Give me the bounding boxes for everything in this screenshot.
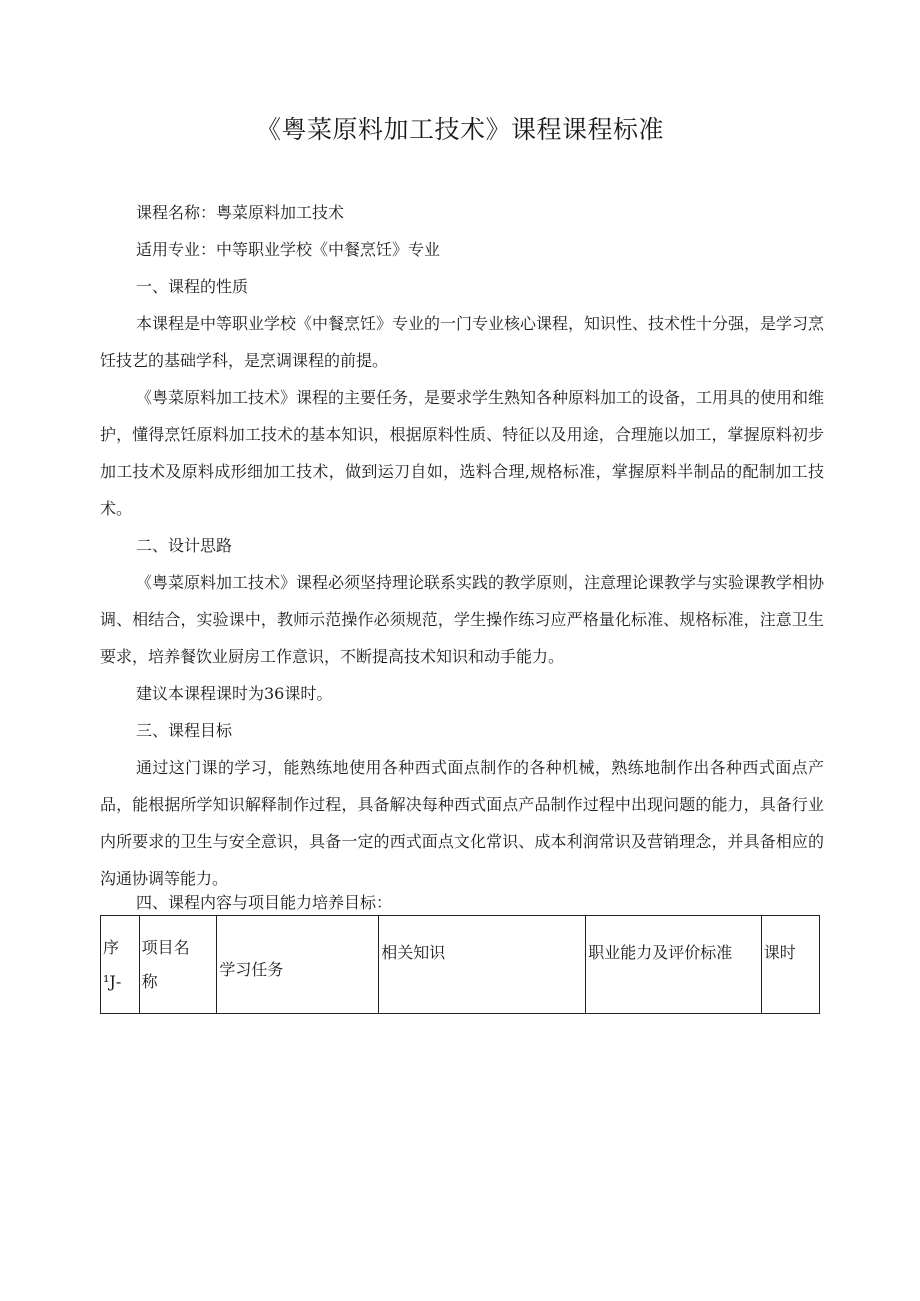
section-design-heading: 二、设计思路: [136, 536, 233, 555]
design-paragraph-1: 《粤菜原料加工技术》课程必须坚持理论联系实践的教学原则，注意理论课教学与实验课教学相协调、相结合，实验课中，教师示范操作必须规范，学生操作练习应严格量化标准、规格标准，注意卫生要求，培养餐饮业厨房工作意识，不断提高技术知识和动手能力。: [100, 573, 825, 666]
applicable-major-line: 适用专业：中等职业学校《中餐烹饪》专业: [136, 240, 441, 259]
header-project-name-line2: 称: [141, 971, 158, 991]
header-hours: 课时: [761, 916, 819, 1014]
header-seq-line2: ¹J-: [103, 971, 122, 991]
course-content-table: [100, 915, 820, 1014]
goals-paragraph: 通过这门课的学习，能熟练地使用各种西式面点制作的各种机械，熟练地制作出各种西式面点产品，能根据所学知识解释制作过程，具备解决每种西式面点产品制作过程中出现问题的能力，具备行业内所要求的卫生与安全意识，具备一定的西式面点文化常识、成本利润常识及营销理念，并具备相应的沟通协调等能力。: [100, 758, 824, 888]
header-project-name-line1: 项目名: [141, 937, 190, 957]
section-goals-heading: 三、课程目标: [136, 721, 233, 740]
page-title: 《粤菜原料加工技术》课程课程标准: [255, 115, 664, 144]
course-name-line: 课程名称：粤菜原料加工技术: [136, 203, 345, 222]
course-hours-line: 建议本课程课时为36课时。: [136, 684, 333, 703]
header-seq-line1: 序: [103, 937, 120, 957]
header-learning-task: 学习任务: [217, 916, 379, 1014]
header-project-name: [139, 916, 217, 1014]
header-seq: [101, 916, 140, 1014]
nature-paragraph-1: 本课程是中等职业学校《中餐烹饪》专业的一门专业核心课程，知识性、技术性十分强，是学习烹饪技艺的基础学科，是烹调课程的前提。: [100, 314, 825, 370]
nature-paragraph-2: 《粤菜原料加工技术》课程的主要任务，是要求学生熟知各种原料加工的设备，工用具的使用和维护，懂得烹饪原料加工技术的基本知识，根据原料性质、特征以及用途，合理施以加工，掌握原料初步加工技术及原料成形细加工技术，做到运刀自如，选料合理,规格标准，掌握原料半制品的配制加工技术。: [100, 388, 825, 518]
table-header-row: [101, 916, 820, 1014]
section-content-heading: 四、课程内容与项目能力培养目标：: [136, 893, 393, 912]
section-nature-heading: 一、课程的性质: [136, 277, 249, 296]
header-ability-standard: 职业能力及评价标准: [586, 916, 762, 1014]
header-related-knowledge: 相关知识: [379, 916, 586, 1014]
